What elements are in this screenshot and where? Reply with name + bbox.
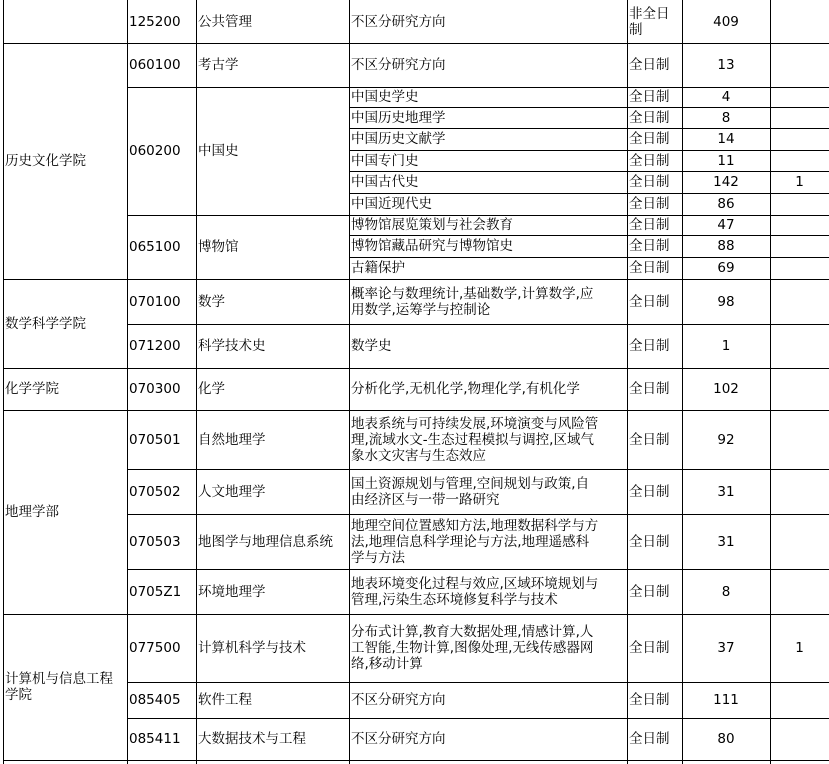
cell-code: 070100: [129, 293, 181, 310]
cell-major: 环境地理学: [198, 583, 266, 600]
table-gridline: [682, 87, 770, 88]
table-gridline: [770, 150, 829, 151]
cell-direction: 地表环境变化过程与效应,区域环境规划与 管理,污染生态环境修复科学与技术: [351, 575, 599, 608]
table-gridline: [349, 150, 627, 151]
cell-major: 地图学与地理信息系统: [198, 533, 333, 550]
cell-mode: 全日制: [629, 217, 670, 233]
table-gridline: [627, 514, 682, 515]
table-gridline: [196, 410, 349, 411]
table-gridline: [127, 469, 196, 470]
table-gridline: [349, 43, 627, 44]
table-gridline: [196, 0, 197, 764]
table-gridline: [682, 215, 770, 216]
table-gridline: [3, 279, 127, 280]
cell-code: 125200: [129, 13, 181, 30]
table-gridline: [770, 107, 829, 108]
table-gridline: [627, 410, 682, 411]
cell-college: 地理学部: [5, 504, 59, 520]
table-gridline: [349, 107, 627, 108]
table-gridline: [682, 43, 770, 44]
cell-extra: [770, 410, 829, 469]
cell-count: 69: [717, 260, 735, 276]
cell-count: 102: [713, 381, 739, 397]
table-gridline: [682, 0, 683, 764]
cell-code: 060200: [129, 143, 181, 159]
cell-major: 化学: [198, 381, 225, 397]
table-gridline: [770, 410, 829, 411]
cell-direction: 中国史学史: [351, 89, 419, 105]
cell-direction: 中国历史文献学: [351, 131, 446, 147]
cell-count: 88: [717, 238, 735, 254]
table-gridline: [627, 107, 682, 108]
table-gridline: [627, 257, 682, 258]
cell-major: 数学: [198, 293, 225, 310]
table-gridline: [3, 614, 127, 615]
table-gridline: [627, 193, 682, 194]
cell-direction: 数学史: [351, 338, 392, 354]
cell-count: 4: [721, 89, 731, 105]
table-gridline: [127, 718, 196, 719]
table-gridline: [627, 87, 682, 88]
table-gridline: [627, 235, 682, 236]
cell-extra: [770, 0, 829, 43]
cell-direction: 博物馆展览策划与社会教育: [351, 217, 513, 233]
cell-code: 085405: [129, 692, 181, 708]
table-gridline: [349, 682, 627, 683]
table-gridline: [682, 614, 770, 615]
table-gridline: [682, 279, 770, 280]
table-gridline: [682, 257, 770, 258]
table-gridline: [349, 87, 627, 88]
table-gridline: [770, 324, 829, 325]
table-gridline: [627, 171, 682, 172]
table-gridline: [349, 718, 627, 719]
cell-mode: 全日制: [629, 483, 670, 500]
table-gridline: [349, 368, 627, 369]
cell-mode: 全日制: [629, 338, 670, 354]
table-gridline: [770, 279, 829, 280]
table-gridline: [349, 128, 627, 129]
cell-direction: 不区分研究方向: [351, 57, 446, 73]
table-gridline: [349, 0, 350, 764]
table-gridline: [196, 569, 349, 570]
cell-mode: 全日制: [629, 57, 670, 73]
table-gridline: [770, 87, 829, 88]
cell-college: 化学学院: [5, 381, 59, 397]
cell-direction: 分布式计算,教育大数据处理,情感计算,人 工智能,生物计算,图像处理,无线传感器网 络,移动计算: [351, 624, 594, 672]
cell-count: 111: [713, 692, 739, 708]
table-gridline: [349, 614, 627, 615]
table-gridline: [770, 514, 829, 515]
table-gridline: [127, 514, 196, 515]
cell-count: 142: [713, 174, 739, 190]
table-gridline: [627, 569, 682, 570]
table-gridline: [349, 410, 627, 411]
table-gridline: [627, 215, 682, 216]
table-gridline: [682, 324, 770, 325]
cell-mode: 非全日 制: [629, 5, 670, 38]
table-gridline: [196, 514, 349, 515]
table-gridline: [127, 569, 196, 570]
cell-direction: 古籍保护: [351, 260, 405, 276]
table-gridline: [3, 410, 127, 411]
cell-mode: 全日制: [629, 174, 670, 190]
cell-mode: 全日制: [629, 196, 670, 212]
cell-mode: 全日制: [629, 431, 670, 448]
cell-mode: 全日制: [629, 89, 670, 105]
table-gridline: [682, 682, 770, 683]
table-gridline: [627, 682, 682, 683]
cell-count: 47: [717, 217, 735, 233]
cell-count: 8: [721, 583, 731, 600]
cell-mode: 全日制: [629, 109, 670, 126]
cell-extra: [770, 514, 829, 569]
cell-major: 计算机科学与技术: [198, 640, 306, 656]
cell-major: 大数据技术与工程: [198, 731, 306, 747]
cell-count: 37: [717, 640, 735, 656]
cell-extra: [770, 469, 829, 514]
table-gridline: [682, 193, 770, 194]
table-gridline: [627, 718, 682, 719]
cell-direction: 概率论与数理统计,基础数学,计算数学,应 用数学,运筹学与控制论: [351, 285, 594, 318]
table-gridline: [349, 514, 627, 515]
cell-major: 考古学: [198, 57, 239, 73]
table-gridline: [770, 215, 829, 216]
cell-major: 自然地理学: [198, 431, 266, 448]
cell-extra: [770, 368, 829, 410]
cell-major: 科学技术史: [198, 338, 266, 354]
table-gridline: [770, 682, 829, 683]
table-gridline: [196, 87, 349, 88]
cell-code: 077500: [129, 640, 181, 656]
table-gridline: [770, 171, 829, 172]
table-gridline: [682, 107, 770, 108]
cell-mode: 全日制: [629, 152, 670, 169]
cell-college: 计算机与信息工程 学院: [5, 671, 113, 703]
cell-mode: 全日制: [629, 131, 670, 147]
cell-extra: [770, 235, 829, 257]
table-gridline: [682, 368, 770, 369]
cell-extra: [770, 279, 829, 324]
cell-count: 31: [717, 483, 735, 500]
cell-extra: [770, 107, 829, 128]
cell-direction: 博物馆藏品研究与博物馆史: [351, 238, 513, 254]
cell-count: 80: [717, 731, 735, 747]
cell-code: 070501: [129, 431, 181, 448]
table-gridline: [682, 128, 770, 129]
cell-mode: 全日制: [629, 260, 670, 276]
cell-count: 92: [717, 431, 735, 448]
table-gridline: [196, 43, 349, 44]
table-gridline: [770, 569, 829, 570]
cell-extra: 1: [795, 640, 804, 656]
cell-code: 0705Z1: [129, 583, 182, 600]
cell-extra: [770, 324, 829, 368]
table-gridline: [196, 324, 349, 325]
table-gridline: [349, 257, 627, 258]
cell-mode: 全日制: [629, 640, 670, 656]
cell-mode: 全日制: [629, 381, 670, 397]
cell-direction: 中国历史地理学: [351, 109, 446, 126]
cell-major: 软件工程: [198, 692, 252, 708]
table-gridline: [127, 0, 128, 764]
table-gridline: [127, 614, 196, 615]
cell-direction: 分析化学,无机化学,物理化学,有机化学: [351, 381, 580, 397]
table-gridline: [349, 569, 627, 570]
cell-mode: 全日制: [629, 533, 670, 550]
table-gridline: [770, 193, 829, 194]
cell-count: 1: [721, 338, 731, 354]
cell-code: 070502: [129, 483, 181, 500]
table-gridline: [127, 43, 196, 44]
cell-direction: 国土资源规划与管理,空间规划与政策,自 由经济区与一带一路研究: [351, 475, 590, 508]
cell-extra: [770, 569, 829, 614]
table-gridline: [682, 410, 770, 411]
table-gridline: [349, 324, 627, 325]
cell-mode: 全日制: [629, 692, 670, 708]
table-gridline: [349, 469, 627, 470]
cell-count: 8: [721, 109, 731, 126]
table-gridline: [196, 215, 349, 216]
table-gridline: [196, 614, 349, 615]
cell-extra: [770, 43, 829, 87]
cell-count: 14: [717, 131, 735, 147]
table-gridline: [349, 215, 627, 216]
table-gridline: [3, 368, 127, 369]
cell-code: 060100: [129, 57, 181, 73]
table-gridline: [127, 410, 196, 411]
cell-mode: 全日制: [629, 731, 670, 747]
cell-direction: 不区分研究方向: [351, 692, 446, 708]
cell-direction: 不区分研究方向: [351, 731, 446, 747]
cell-direction: 不区分研究方向: [351, 13, 446, 30]
cell-direction: 地理空间位置感知方法,地理数据科学与方 法,地理信息科学理论与方法,地理遥感科 学与方法: [351, 517, 599, 566]
cell-extra: [770, 682, 829, 718]
cell-extra: [770, 128, 829, 150]
cell-extra: [770, 215, 829, 235]
table-gridline: [627, 128, 682, 129]
cell-code: 070503: [129, 533, 181, 550]
table-gridline: [127, 682, 196, 683]
table-gridline: [3, 760, 127, 761]
cell-mode: 全日制: [629, 238, 670, 254]
table-gridline: [627, 150, 682, 151]
cell-count: 11: [717, 152, 735, 169]
table-gridline: [196, 279, 349, 280]
cell-college: 数学科学学院: [5, 315, 86, 332]
table-gridline: [627, 614, 682, 615]
table-gridline: [770, 257, 829, 258]
table-gridline: [770, 0, 771, 764]
table-gridline: [682, 235, 770, 236]
table-gridline: [627, 324, 682, 325]
cell-code: 085411: [129, 731, 181, 747]
cell-college: [3, 0, 127, 43]
cell-major: 人文地理学: [198, 483, 266, 500]
cell-mode: 全日制: [629, 583, 670, 600]
cell-direction: 地表系统与可持续发展,环境演变与风险管 理,流域水文-生态过程模拟与调控,区域气 象水文灾害与生态效应: [351, 415, 599, 464]
cell-college: 历史文化学院: [5, 153, 86, 169]
table-gridline: [627, 279, 682, 280]
table-gridline: [682, 171, 770, 172]
table-gridline: [349, 235, 627, 236]
table-gridline: [349, 193, 627, 194]
table-gridline: [349, 279, 627, 280]
table-gridline: [127, 368, 196, 369]
table-gridline: [770, 128, 829, 129]
cell-direction: 中国专门史: [351, 152, 419, 169]
table-gridline: [682, 760, 770, 761]
cell-direction: 中国近现代史: [351, 196, 432, 212]
cell-major: 公共管理: [198, 13, 252, 30]
cell-count: 31: [717, 533, 735, 550]
cell-extra: [770, 257, 829, 279]
cell-extra: [770, 150, 829, 171]
table-gridline: [627, 469, 682, 470]
table-gridline: [770, 614, 829, 615]
table-gridline: [127, 87, 196, 88]
table-gridline: [627, 0, 628, 764]
table-gridline: [627, 368, 682, 369]
table-gridline: [349, 760, 627, 761]
cell-extra: [770, 87, 829, 107]
cell-extra: 1: [795, 174, 804, 190]
table-gridline: [770, 469, 829, 470]
table-gridline: [349, 171, 627, 172]
table-gridline: [682, 150, 770, 151]
cell-code: 065100: [129, 239, 181, 255]
table-gridline: [770, 235, 829, 236]
cell-count: 86: [717, 196, 735, 212]
cell-code: 070300: [129, 381, 181, 397]
cell-count: 13: [717, 57, 735, 73]
table-gridline: [196, 760, 349, 761]
table-gridline: [770, 43, 829, 44]
table-gridline: [627, 760, 682, 761]
table-gridline: [127, 324, 196, 325]
cell-mode: 全日制: [629, 293, 670, 310]
table-gridline: [196, 368, 349, 369]
cell-extra: [770, 718, 829, 760]
table-gridline: [196, 469, 349, 470]
cell-major: 博物馆: [198, 239, 239, 255]
table-gridline: [682, 514, 770, 515]
table-gridline: [627, 43, 682, 44]
table-gridline: [770, 368, 829, 369]
table-gridline: [196, 682, 349, 683]
cell-extra: [770, 193, 829, 215]
table-gridline: [770, 718, 829, 719]
table-gridline: [3, 43, 127, 44]
cell-count: 409: [713, 13, 739, 30]
table-gridline: [770, 760, 829, 761]
table-gridline: [127, 760, 196, 761]
table-gridline: [127, 279, 196, 280]
cell-major: 中国史: [198, 143, 239, 159]
table-gridline: [682, 718, 770, 719]
table-gridline: [3, 0, 4, 764]
cell-count: 98: [717, 293, 735, 310]
cell-code: 071200: [129, 338, 181, 354]
table-gridline: [682, 569, 770, 570]
table-gridline: [127, 215, 196, 216]
table-gridline: [682, 469, 770, 470]
table-gridline: [196, 718, 349, 719]
cell-direction: 中国古代史: [351, 174, 419, 190]
